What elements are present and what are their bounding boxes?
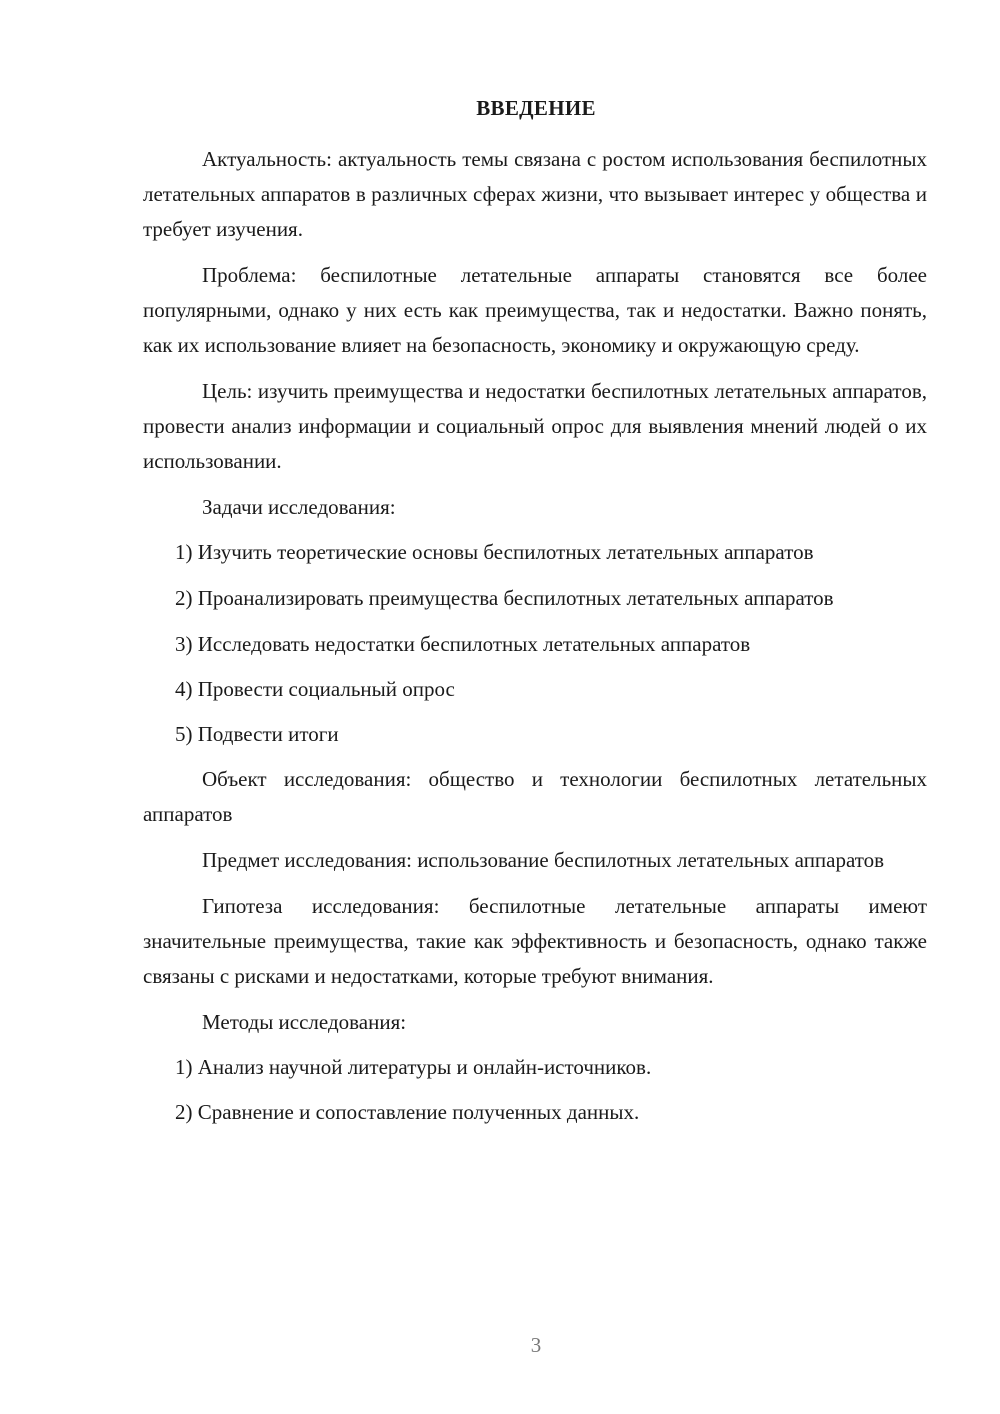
- task-item-4: 4) Провести социальный опрос: [175, 677, 455, 701]
- paragraph-subject: Предмет исследования: использование беспилотных летательных аппаратов: [202, 848, 885, 872]
- paragraph-object: Объект исследования: общество и технологии беспилотных летательных аппаратов: [143, 767, 927, 826]
- paragraph-hypothesis: Гипотеза исследования: беспилотные летательные аппараты имеют значительные преимущества, такие как эффективность и безопасность, однако также связаны с рисками и недостатками, которые требуют внимания.: [143, 894, 927, 988]
- paragraph-methods-heading: Методы исследования:: [202, 1010, 407, 1034]
- method-item-1: 1) Анализ научной литературы и онлайн-источников.: [175, 1055, 652, 1079]
- page-number: 3: [530, 1333, 542, 1357]
- paragraph-goal: Цель: изучить преимущества и недостатки беспилотных летательных аппаратов, провести анализ информации и социальный опрос для выявления мнений людей о их использовании.: [143, 379, 927, 473]
- section-title: ВВЕДЕНИЕ: [476, 96, 596, 120]
- task-item-2: 2) Проанализировать преимущества беспилотных летательных аппаратов: [175, 586, 834, 610]
- paragraph-tasks-heading: Задачи исследования:: [202, 495, 396, 519]
- task-item-1: 1) Изучить теоретические основы беспилотных летательных аппаратов: [175, 540, 814, 564]
- paragraph-problem: Проблема: беспилотные летательные аппараты становятся все более популярными, однако у них есть как преимущества, так и недостатки. Важно понять, как их использование влияет на безопасность, экономику и окружающую среду.: [143, 263, 927, 357]
- task-item-5: 5) Подвести итоги: [175, 722, 339, 746]
- task-item-3: 3) Исследовать недостатки беспилотных летательных аппаратов: [175, 632, 751, 656]
- paragraph-relevance: Актуальность: актуальность темы связана с ростом использования беспилотных летательных аппаратов в различных сферах жизни, что вызывает интерес у общества и требует изучения.: [143, 147, 927, 241]
- body-text: [143, 142, 927, 1140]
- method-item-2: 2) Сравнение и сопоставление полученных данных.: [175, 1100, 640, 1124]
